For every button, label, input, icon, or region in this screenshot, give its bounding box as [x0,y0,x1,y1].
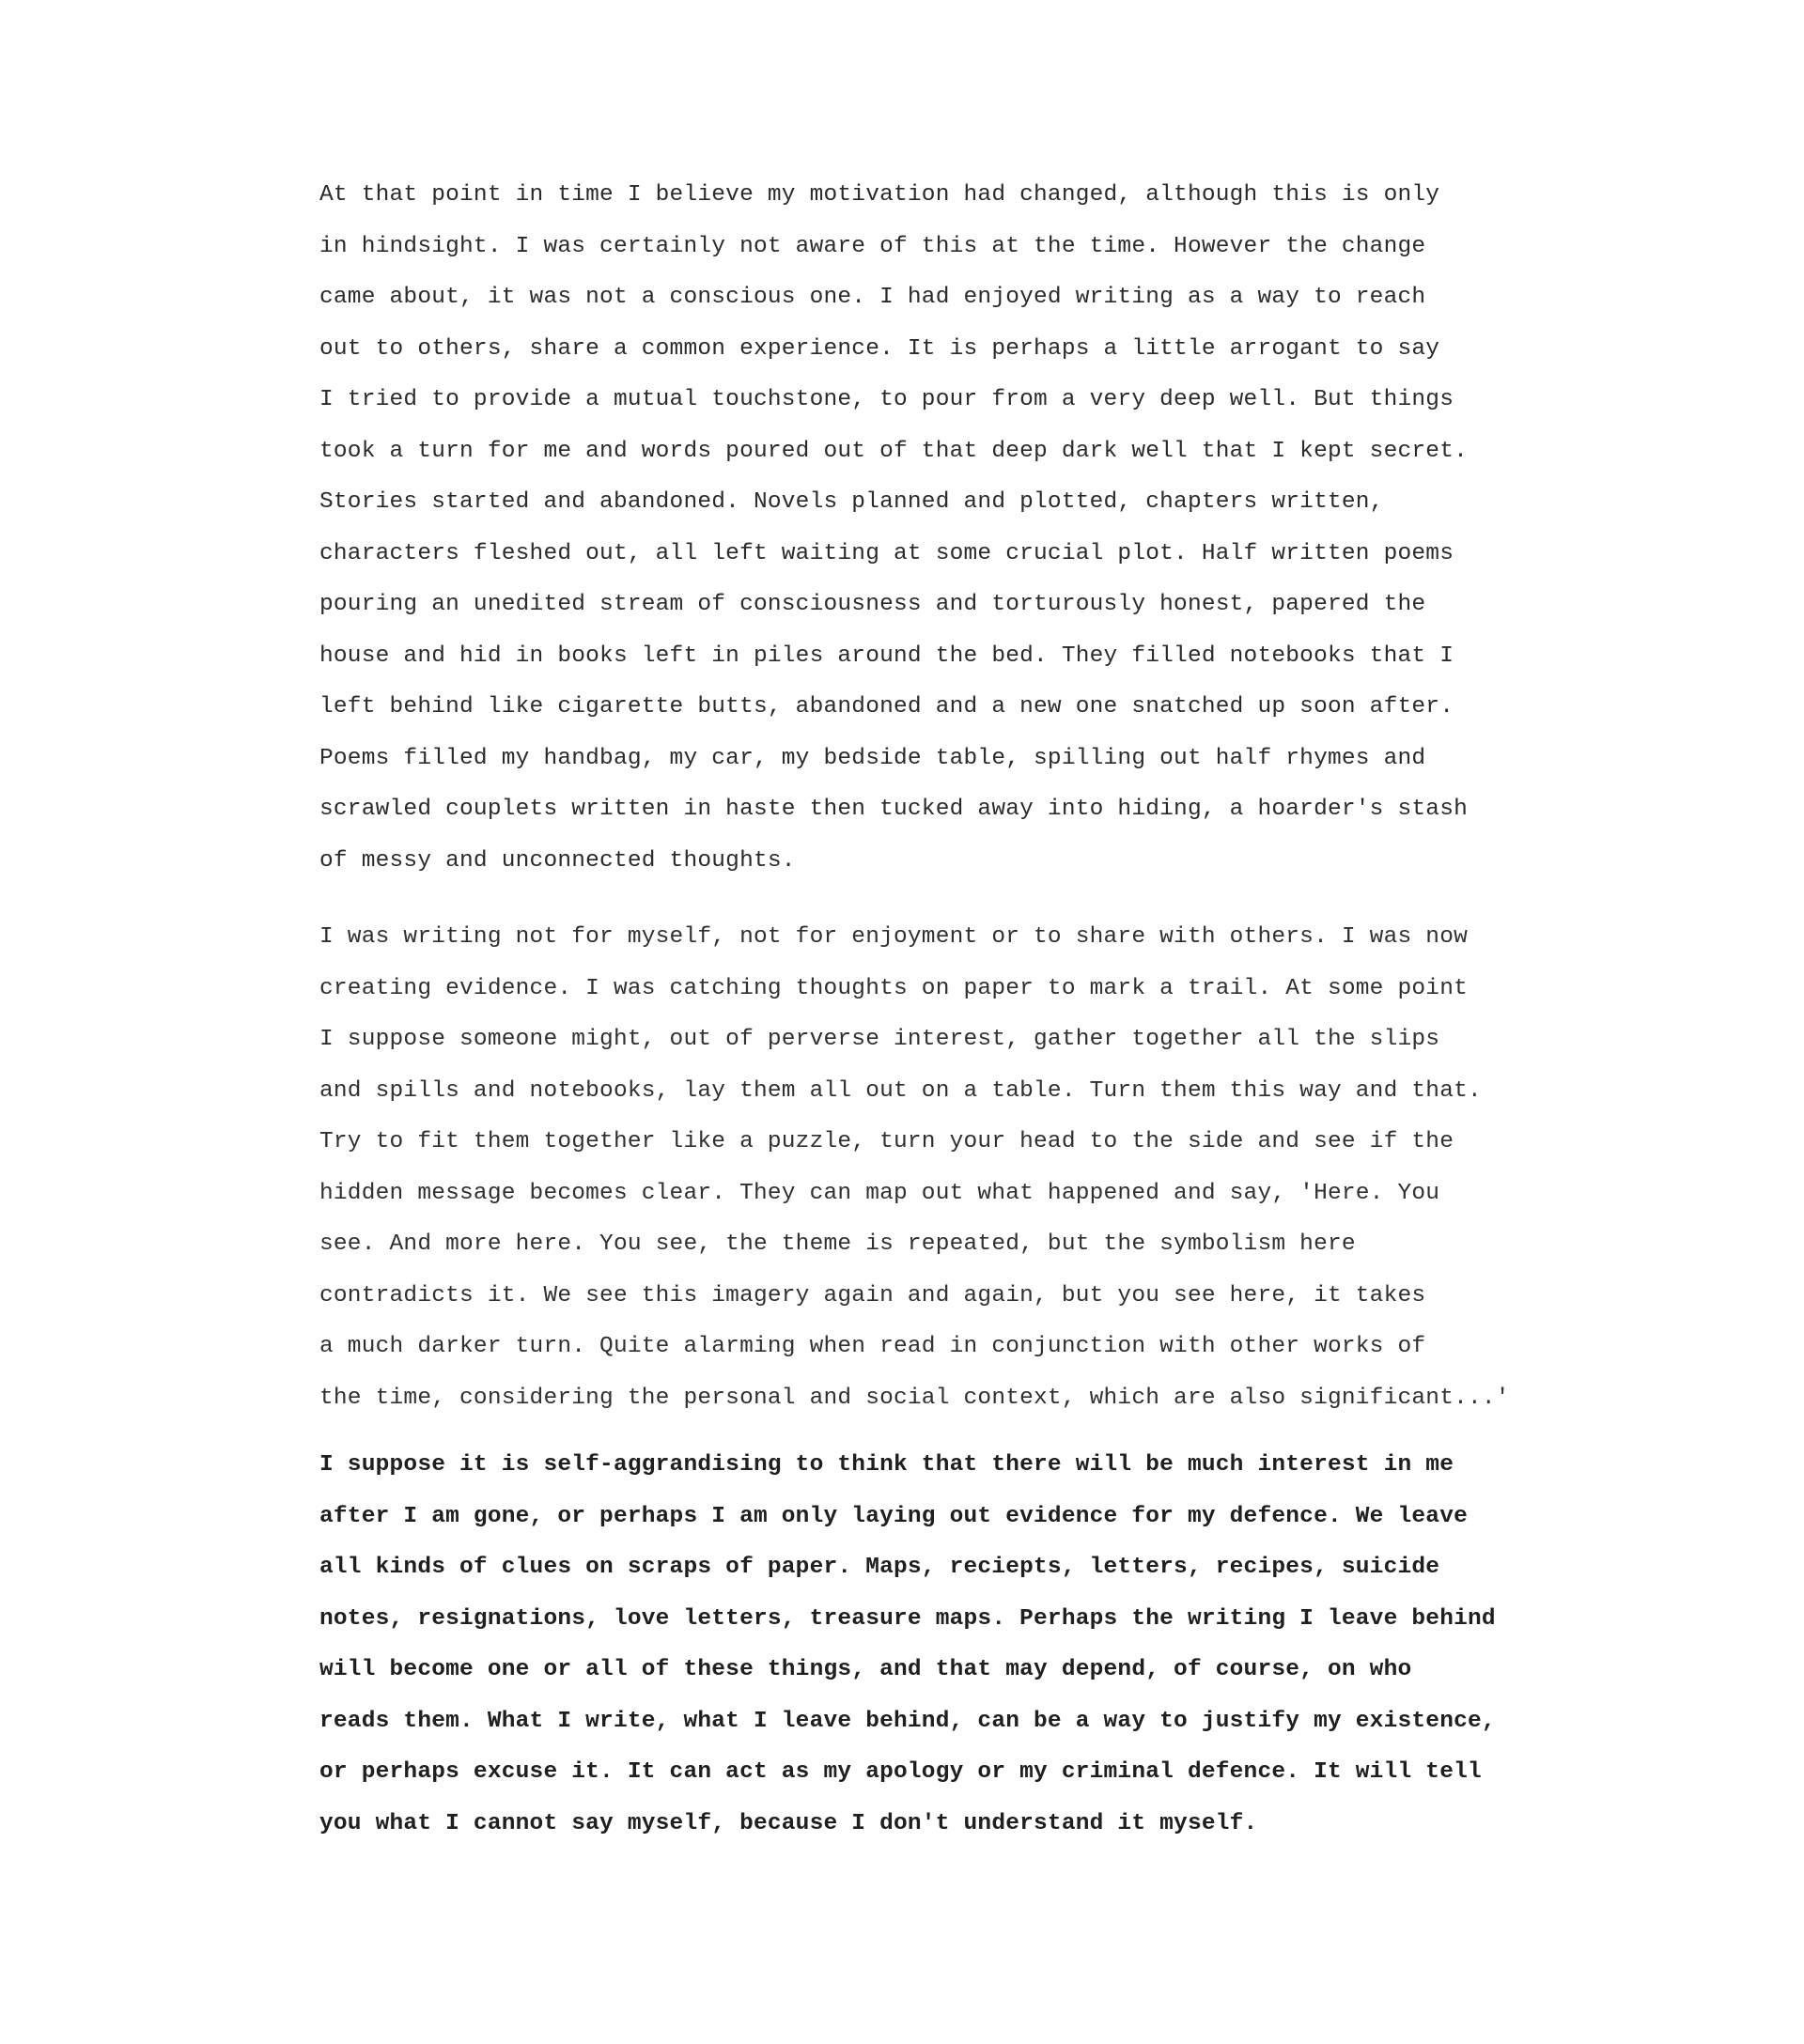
text-line: I was writing not for myself, not for enjoyment or to share with others. I was now [319,924,1468,950]
paragraph-2 [319,912,1541,1424]
paragraph-1 [319,170,1541,887]
text-line: the time, considering the personal and social context, which are also significant...' [319,1385,1510,1411]
paragraph-spacer [319,887,1541,912]
text-line: characters fleshed out, all left waiting at some crucial plot. Half written poems [319,540,1454,566]
text-line: reads them. What I write, what I leave behind, can be a way to justify my existence, [319,1708,1496,1734]
text-line: pouring an unedited stream of consciousness and torturously honest, papered the [319,592,1426,617]
text-line: I suppose someone might, out of perverse interest, gather together all the slips [319,1027,1440,1052]
text-line: a much darker turn. Quite alarming when read in conjunction with other works of [319,1334,1426,1359]
text-line: of messy and unconnected thoughts. [319,847,796,874]
paragraph-3 [319,1440,1541,1850]
text-line: you what I cannot say myself, because I don't understand it myself. [319,1810,1258,1836]
text-line: came about, it was not a conscious one. I had enjoyed writing as a way to reach [319,285,1426,310]
text-line: I tried to provide a mutual touchstone, to pour from a very deep well. But things [319,387,1454,412]
paragraph-spacer [319,1424,1541,1440]
text-line: Try to fit them together like a puzzle, turn your head to the side and see if the [319,1129,1454,1154]
text-line: or perhaps excuse it. It can act as my apology or my criminal defence. It will tell [319,1759,1482,1785]
text-line: after I am gone, or perhaps I am only laying out evidence for my defence. We leave [319,1503,1468,1529]
text-line: At that point in time I believe my motivation had changed, although this is only [319,182,1440,208]
text-line: took a turn for me and words poured out of that deep dark well that I kept secret. [319,438,1468,464]
text-line: out to others, share a common experience. It is perhaps a little arrogant to say [319,335,1440,362]
text-line: house and hid in books left in piles around the bed. They filled notebooks that I [319,643,1454,669]
text-line: Stories started and abandoned. Novels planned and plotted, chapters written, [319,489,1384,515]
text-line: notes, resignations, love letters, treasure maps. Perhaps the writing I leave behind [319,1605,1496,1632]
text-line: and spills and notebooks, lay them all out on a table. Turn them this way and that. [319,1077,1482,1104]
text-line: in hindsight. I was certainly not aware of this at the time. However the change [319,233,1426,259]
text-line: creating evidence. I was catching thoughts on paper to mark a trail. At some point [319,975,1468,1001]
text-line: contradicts it. We see this imagery again and again, but you see here, it takes [319,1282,1426,1308]
document-body [319,170,1541,1850]
text-line: left behind like cigarette butts, abandoned and a new one snatched up soon after. [319,694,1454,720]
text-line: see. And more here. You see, the theme is repeated, but the symbolism here [319,1231,1356,1257]
text-line: Poems filled my handbag, my car, my bedside table, spilling out half rhymes and [319,745,1426,771]
text-line: all kinds of clues on scraps of paper. Maps, reciepts, letters, recipes, suicide [319,1555,1440,1580]
text-line: I suppose it is self-aggrandising to think that there will be much interest in me [319,1452,1454,1478]
text-line: will become one or all of these things, and that may depend, of course, on who [319,1657,1412,1682]
text-line: hidden message becomes clear. They can map out what happened and say, 'Here. You [319,1180,1440,1206]
text-line: scrawled couplets written in haste then tucked away into hiding, a hoarder's stash [319,797,1468,822]
